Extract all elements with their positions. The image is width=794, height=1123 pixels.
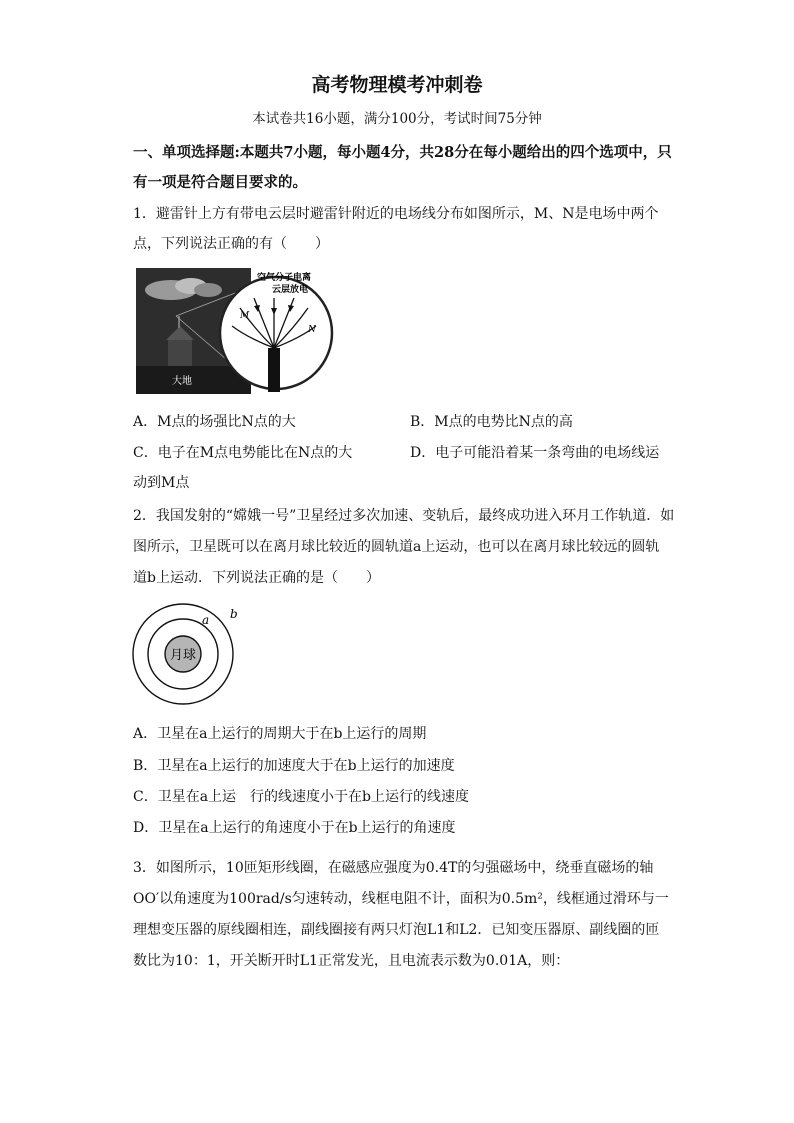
page-title: 高考物理模考冲刺卷 xyxy=(311,74,483,96)
label-ground: 大地 xyxy=(172,376,192,387)
q3-stem-line2: OO′以角速度为100rad/s匀速转动，线框电阻不计，面积为0.5m²，线框通过滑环与一 xyxy=(133,891,669,907)
label-ionization: 空气分子电离 xyxy=(257,273,312,283)
label-b: b xyxy=(230,607,238,621)
q1-stem-line1: 1．避雷针上方有带电云层时避雷针附近的电场线分布如图所示，M、N是电场中两个 xyxy=(133,206,659,222)
q3-stem-line3: 理想变压器的原线圈相连，副线圈接有两只灯泡L1和L2．已知变压器原、副线圈的匝 xyxy=(133,922,660,938)
q2-option-b: B．卫星在a上运行的加速度大于在b上运行的加速度 xyxy=(133,758,455,774)
lightning-rod xyxy=(268,348,280,392)
q1-option-b: B．M点的电势比N点的高 xyxy=(410,414,573,430)
label-N: N xyxy=(308,325,316,335)
q2-option-c: C．卫星在a上运 行的线速度小于在b上运行的线速度 xyxy=(133,789,470,805)
q2-stem-line1: 2．我国发射的“嫦娥一号”卫星经过多次加速、变轨后，最终成功进入环月工作轨道．如 xyxy=(133,508,675,524)
moon-orbit-figure xyxy=(132,600,252,708)
q1-option-d-line1: D．电子可能沿着某一条弯曲的电场线运 xyxy=(410,445,660,461)
q3-stem-line4: 数比为10：1，开关断开时L1正常发光，且电流表示数为0.01A，则： xyxy=(133,953,570,969)
label-M: M xyxy=(240,311,250,321)
q2-option-d: D．卫星在a上运行的角速度小于在b上运行的角速度 xyxy=(133,820,456,836)
label-a: a xyxy=(202,613,210,627)
section-heading-line1: 一、单项选择题:本题共7小题，每小题4分，共28分在每小题给出的四个选项中，只 xyxy=(133,144,672,161)
q3-stem-line1: 3．如图所示，10匝矩形线圈，在磁感应强度为0.4T的匀强磁场中，绕垂直磁场的轴 xyxy=(133,860,654,876)
q1-option-d-line2: 动到M点 xyxy=(133,475,190,491)
q2-stem-line2: 图所示，卫星既可以在离月球比较近的圆轨道a上运动，也可以在离月球比较远的圆轨 xyxy=(133,539,660,555)
q1-stem-line2: 点，下列说法正确的有（ ） xyxy=(133,236,329,252)
q2-stem-line3: 道b上运动．下列说法正确的是（ ） xyxy=(133,570,380,586)
section-heading-line2: 有一项是符合题目要求的。 xyxy=(133,174,307,191)
exam-info: 本试卷共16小题，满分100分，考试时间75分钟 xyxy=(252,111,542,127)
q2-option-a: A．卫星在a上运行的周期大于在b上运行的周期 xyxy=(133,726,427,742)
q1-option-c: C．电子在M点电势能比在N点的大 xyxy=(133,445,353,461)
q1-option-a: A．M点的场强比N点的大 xyxy=(133,414,296,430)
moon-label: 月球 xyxy=(169,648,197,663)
lightning-rod-figure xyxy=(136,268,336,394)
label-cloud-discharge: 云层放电 xyxy=(272,285,309,295)
